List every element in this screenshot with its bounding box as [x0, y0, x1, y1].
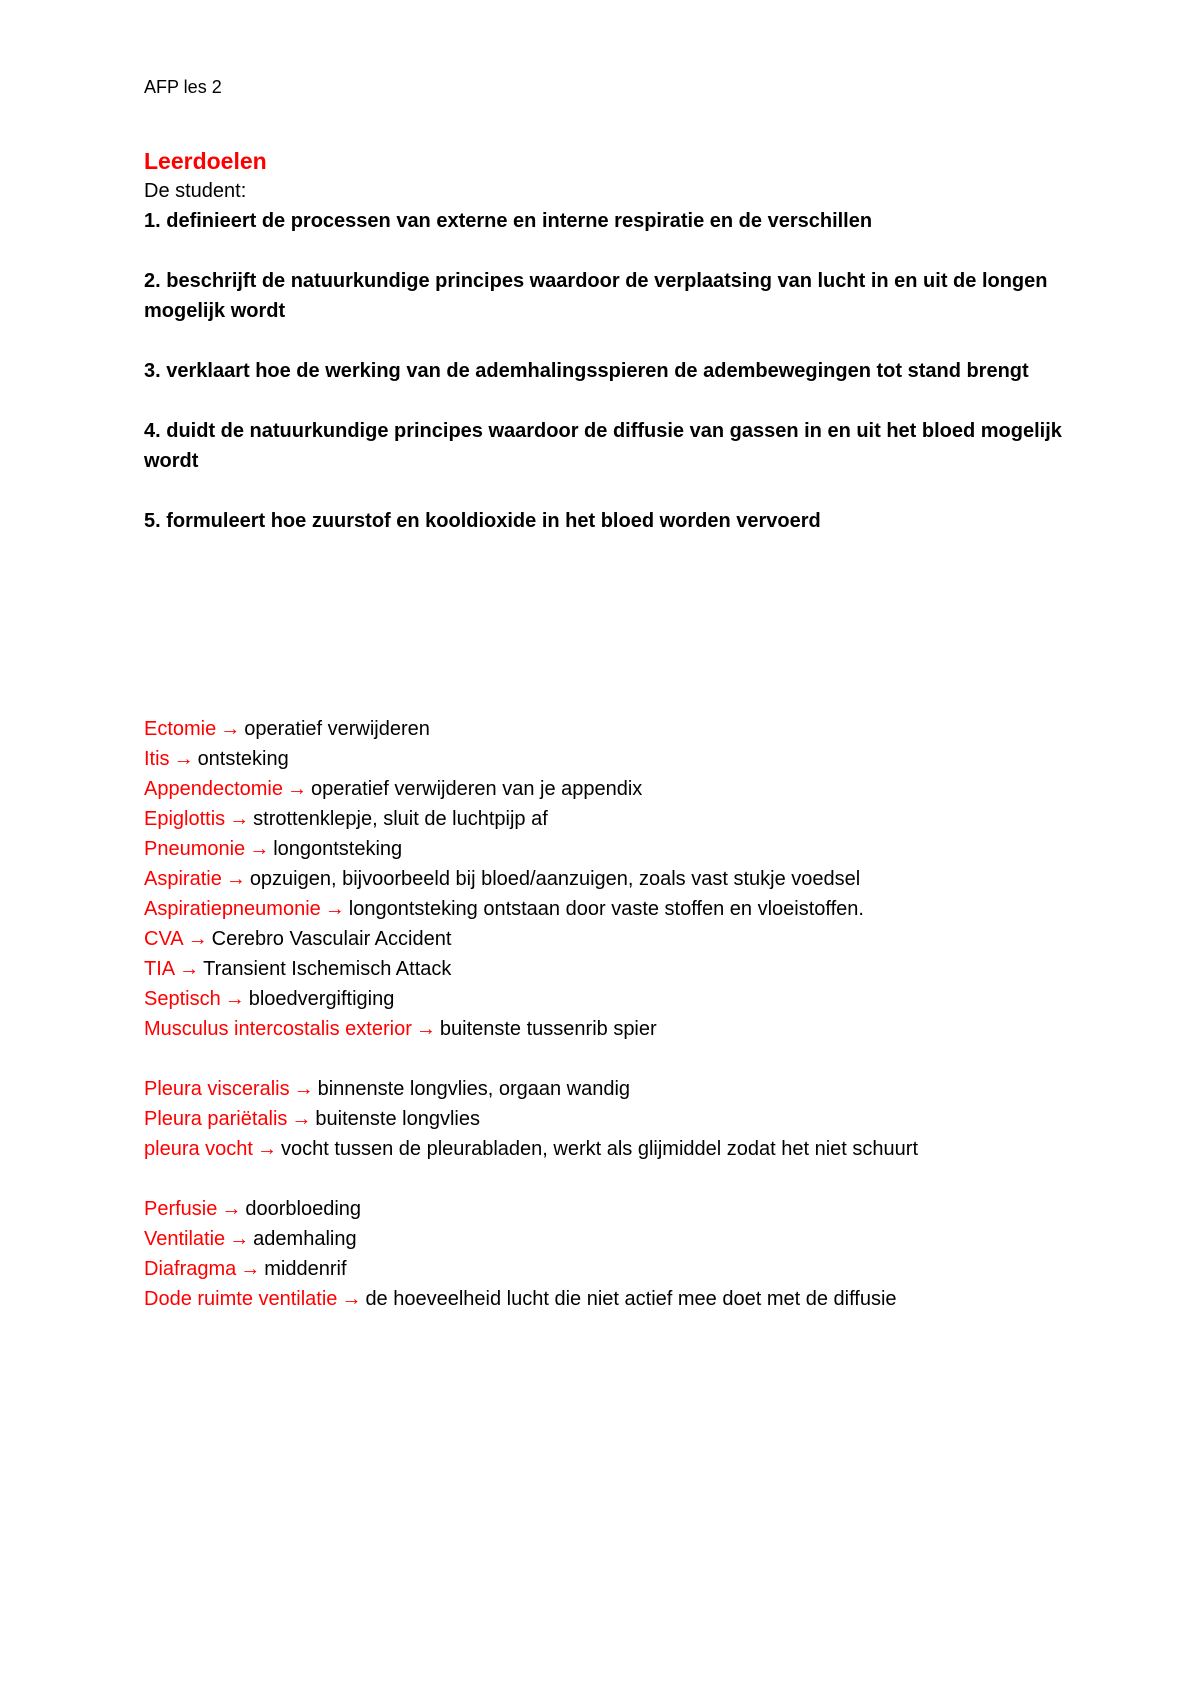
arrow-icon: → [179, 958, 200, 980]
glossary-term: Aspiratiepneumonie [144, 898, 321, 920]
glossary-term: CVA [144, 928, 184, 950]
glossary-definition: ademhaling [253, 1228, 357, 1250]
glossary-term: pleura vocht [144, 1138, 253, 1160]
glossary-entry [144, 924, 1144, 954]
glossary-term: Appendectomie [144, 778, 283, 800]
glossary-term: Dode ruimte ventilatie [144, 1288, 338, 1310]
arrow-icon: → [240, 1258, 261, 1280]
glossary-entry [144, 984, 1144, 1014]
glossary-term: TIA [144, 958, 176, 980]
glossary-term: Musculus intercostalis exterior [144, 1018, 412, 1040]
arrow-icon: → [225, 868, 246, 890]
glossary-definition: vocht tussen de pleurabladen, werkt als glijmiddel zodat het niet schuurt [280, 1138, 918, 1160]
objective-item: 4. duidt de natuurkundige principes waardoor de diffusie van gassen in en uit het bloed mogelijk wordt [144, 420, 1062, 472]
glossary-definition: bloedvergiftiging [248, 988, 395, 1010]
arrow-icon: → [173, 748, 194, 770]
arrow-icon: → [220, 718, 241, 740]
glossary-definition: Cerebro Vasculair Accident [211, 928, 452, 950]
objective-item: 5. formuleert hoe zuurstof en kooldioxide in het bloed worden vervoerd [144, 510, 821, 532]
arrow-icon: → [224, 988, 245, 1010]
section-heading: Leerdoelen [144, 148, 267, 174]
glossary-definition: middenrif [264, 1258, 347, 1280]
glossary-term: Ventilatie [144, 1228, 226, 1250]
objective-item: 2. beschrijft de natuurkundige principes waardoor de verplaatsing van lucht in en uit de longen mogelijk wordt [144, 270, 1048, 322]
glossary-group [144, 1074, 1144, 1164]
glossary-entry [144, 864, 1144, 894]
glossary-definition: buitenste tussenrib spier [439, 1018, 657, 1040]
arrow-icon: → [187, 928, 208, 950]
glossary-definition: Transient Ischemisch Attack [203, 958, 452, 980]
glossary-term: Epiglottis [144, 808, 226, 830]
glossary-entry [144, 1224, 1144, 1254]
glossary-entry [144, 1254, 1144, 1284]
glossary-entry [144, 834, 1144, 864]
objective-item: 3. verklaart hoe de werking van de ademhalingsspieren de adembewegingen tot stand brengt [144, 360, 1029, 382]
learning-objectives [144, 146, 1074, 566]
glossary-entry [144, 1014, 1144, 1044]
glossary-group [144, 714, 1144, 1044]
arrow-icon: → [256, 1138, 277, 1160]
glossary-term: Aspiratie [144, 868, 222, 890]
arrow-icon: → [229, 1228, 250, 1250]
glossary-definition: longontsteking [273, 838, 403, 860]
glossary-entry [144, 1134, 1144, 1164]
glossary-entry [144, 804, 1144, 834]
glossary-definition: de hoeveelheid lucht die niet actief mee doet met de diffusie [365, 1288, 897, 1310]
glossary-entry [144, 894, 1144, 924]
arrow-icon: → [286, 778, 307, 800]
arrow-icon: → [324, 898, 345, 920]
glossary-entry [144, 774, 1144, 804]
glossary-term: Pneumonie [144, 838, 246, 860]
glossary-entry [144, 1284, 1144, 1314]
arrow-icon: → [229, 808, 250, 830]
objective-item: 1. definieert de processen van externe en interne respiratie en de verschillen [144, 210, 873, 232]
glossary-entry [144, 744, 1144, 774]
glossary [144, 714, 1144, 1344]
glossary-term: Diafragma [144, 1258, 237, 1280]
glossary-entry [144, 1194, 1144, 1224]
glossary-term: Pleura pariëtalis [144, 1108, 288, 1130]
glossary-definition: buitenste longvlies [315, 1108, 480, 1130]
arrow-icon: → [415, 1018, 436, 1040]
glossary-definition: operatief verwijderen van je appendix [310, 778, 643, 800]
glossary-entry [144, 954, 1144, 984]
glossary-entry [144, 1074, 1144, 1104]
page-header: AFP les 2 [144, 77, 222, 97]
glossary-definition: doorbloeding [245, 1198, 362, 1220]
glossary-term: Pleura visceralis [144, 1078, 290, 1100]
glossary-definition: binnenste longvlies, orgaan wandig [317, 1078, 631, 1100]
objective-list [144, 206, 1074, 536]
glossary-definition: longontsteking ontstaan door vaste stoffen en vloeistoffen. [348, 898, 864, 920]
glossary-definition: ontsteking [197, 748, 289, 770]
section-intro: De student: [144, 180, 247, 202]
glossary-definition: operatief verwijderen [244, 718, 430, 740]
glossary-group [144, 1194, 1144, 1314]
arrow-icon: → [221, 1198, 242, 1220]
arrow-icon: → [291, 1108, 312, 1130]
glossary-term: Itis [144, 748, 170, 770]
arrow-icon: → [249, 838, 270, 860]
glossary-term: Septisch [144, 988, 221, 1010]
glossary-entry [144, 1104, 1144, 1134]
glossary-entry [144, 714, 1144, 744]
arrow-icon: → [341, 1288, 362, 1310]
glossary-definition: opzuigen, bijvoorbeeld bij bloed/aanzuigen, zoals vast stukje voedsel [249, 868, 861, 890]
glossary-definition: strottenklepje, sluit de luchtpijp af [253, 808, 548, 830]
arrow-icon: → [293, 1078, 314, 1100]
glossary-term: Ectomie [144, 718, 217, 740]
glossary-term: Perfusie [144, 1198, 218, 1220]
